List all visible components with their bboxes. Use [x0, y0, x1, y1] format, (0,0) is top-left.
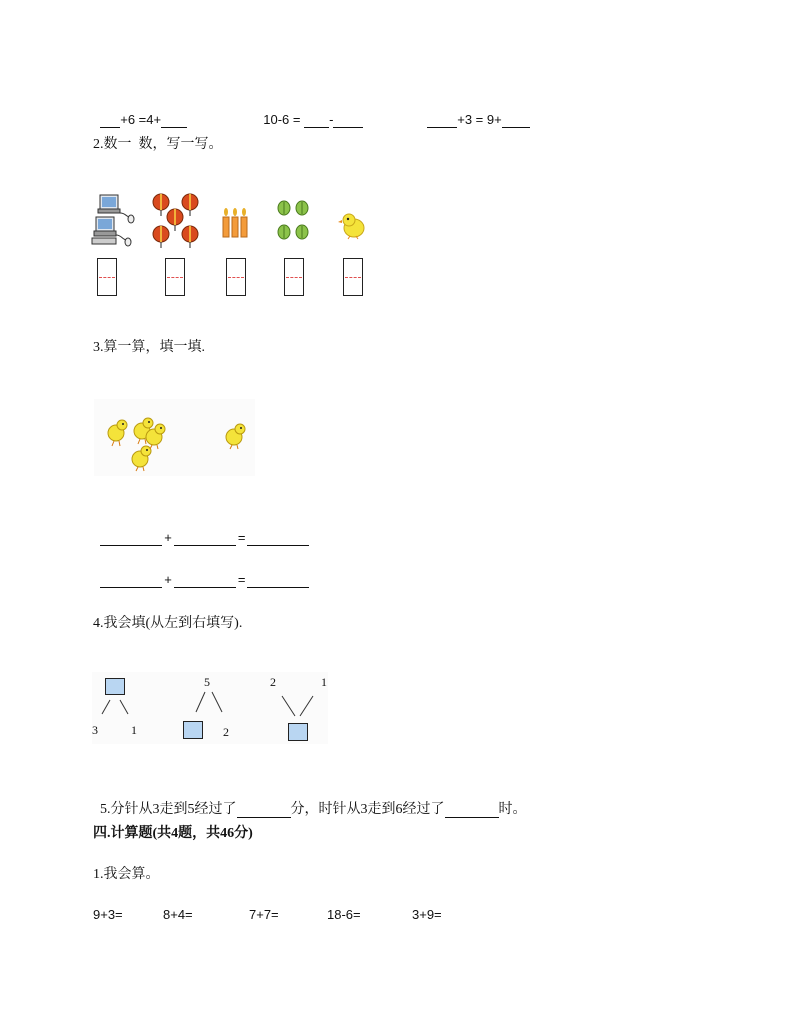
equation-3 [420, 96, 530, 128]
guide-line [345, 277, 361, 278]
question-5-part3: 时。 [498, 802, 527, 817]
equation-text: +6 =4+ [120, 112, 162, 127]
section-4-title: 四.计算题(共4题，共46分) [93, 826, 253, 841]
answer-blank[interactable] [502, 114, 530, 128]
diagram-1-bottom-right: 1 [131, 723, 137, 737]
lantern-icon [150, 190, 206, 252]
answer-box[interactable] [97, 258, 117, 296]
equals-sign: = [237, 572, 246, 587]
operator: - [329, 112, 334, 127]
answer-blank[interactable] [427, 114, 457, 128]
answer-blank[interactable] [100, 574, 162, 588]
equation-2 [256, 96, 363, 128]
diagram-2-bottom-right: 2 [223, 725, 229, 739]
answer-blank[interactable] [161, 114, 187, 128]
chicks-icon [94, 399, 255, 476]
equation-1 [93, 96, 187, 128]
chick-icon [337, 210, 369, 240]
diagram-3-top-left: 2 [270, 675, 276, 689]
problem: 18-6= [327, 907, 361, 922]
computer-icon [88, 193, 136, 249]
question-5-part1: 5.分针从3走到5经过了 [100, 802, 237, 817]
plus-sign: + [164, 572, 172, 587]
answer-square[interactable] [183, 721, 203, 739]
problem: 7+7= [249, 907, 279, 922]
answer-blank[interactable] [445, 804, 499, 818]
blank-equation-2 [93, 556, 309, 588]
answer-box[interactable] [165, 258, 185, 296]
answer-blank[interactable] [247, 532, 309, 546]
answer-box[interactable] [284, 258, 304, 296]
answer-blank[interactable] [247, 574, 309, 588]
answer-blank[interactable] [100, 532, 162, 546]
question-5 [93, 786, 527, 818]
question-2-title: 2.数一 数，写一写。 [93, 137, 223, 152]
guide-line [286, 277, 302, 278]
answer-blank[interactable] [304, 114, 329, 128]
problem: 8+4= [163, 907, 193, 922]
candle-icon [220, 205, 250, 239]
equation-text: +3 = 9+ [457, 112, 502, 127]
answer-blank[interactable] [174, 532, 236, 546]
question-3-title: 3.算一算，填一填. [93, 340, 205, 355]
answer-blank[interactable] [100, 114, 120, 128]
problem: 9+3= [93, 907, 123, 922]
question-5-part2: 分，时针从3走到6经过了 [290, 802, 445, 817]
answer-square[interactable] [288, 723, 308, 741]
answer-blank[interactable] [237, 804, 291, 818]
diagram-3-top-right: 1 [321, 675, 327, 689]
guide-line [99, 277, 115, 278]
plus-sign: + [164, 530, 172, 545]
problem: 3+9= [412, 907, 442, 922]
question-4-title: 4.我会填(从左到右填写). [93, 616, 243, 631]
answer-blank[interactable] [333, 114, 363, 128]
number-split-diagrams [92, 672, 328, 744]
guide-line [228, 277, 244, 278]
diagram-1-bottom-left: 3 [92, 723, 98, 737]
guide-line [167, 277, 183, 278]
answer-box[interactable] [343, 258, 363, 296]
chicks-picture [94, 399, 255, 476]
equals-sign: = [237, 530, 246, 545]
blank-equation-1 [93, 514, 309, 546]
diagram-2-top: 5 [204, 675, 210, 689]
section-4-question-1-title: 1.我会算。 [93, 867, 160, 882]
answer-box[interactable] [226, 258, 246, 296]
equation-text: 10-6 = [263, 112, 301, 127]
leaf-icon [275, 198, 311, 244]
answer-blank[interactable] [174, 574, 236, 588]
